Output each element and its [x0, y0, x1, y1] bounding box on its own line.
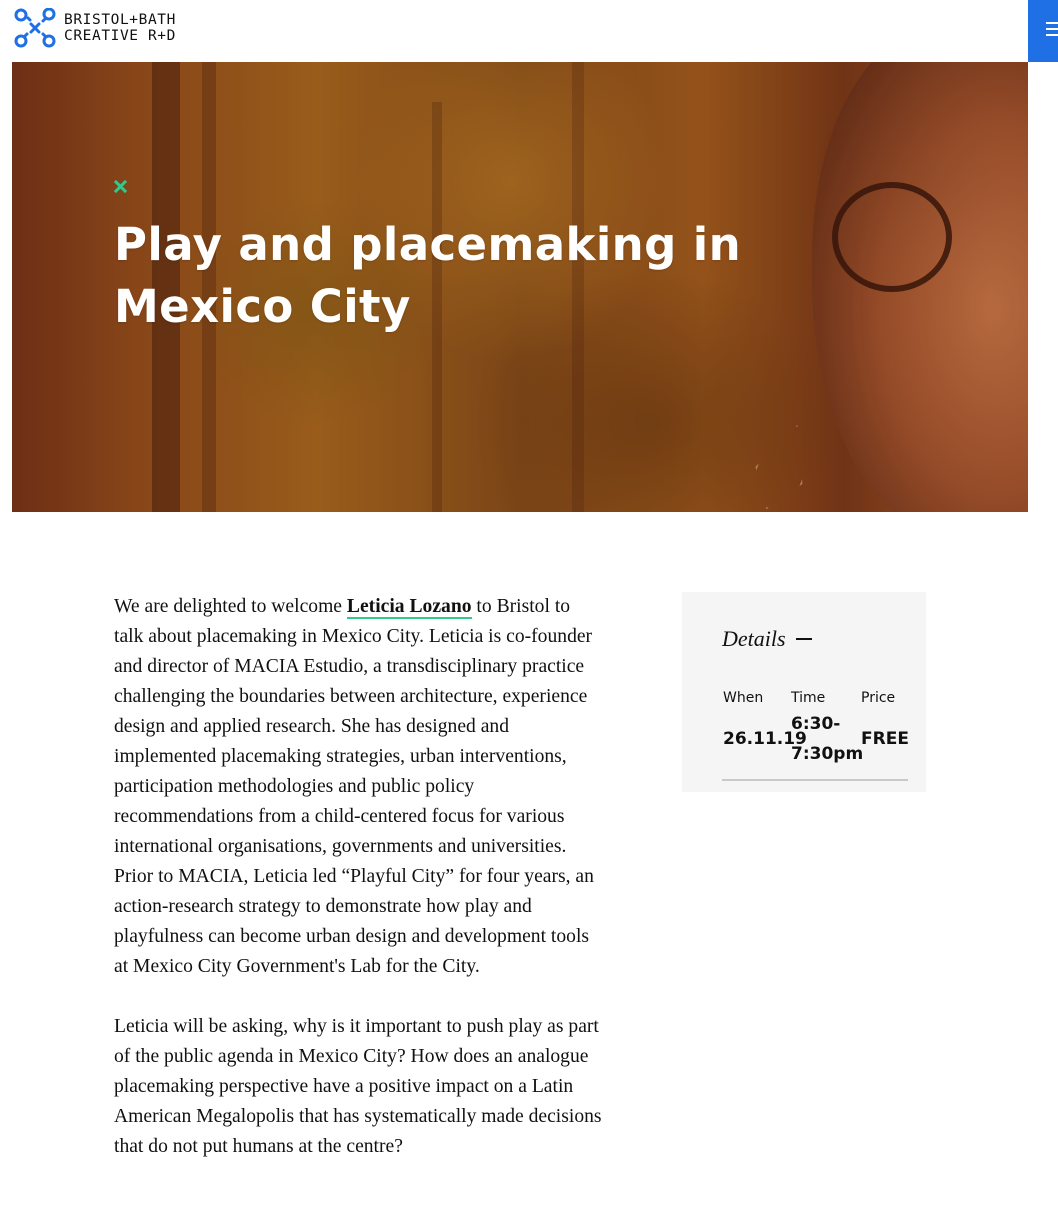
when-label: When [723, 690, 764, 706]
menu-button[interactable] [1028, 0, 1058, 62]
site-logo[interactable] [14, 8, 176, 48]
article-paragraph-1 [114, 592, 604, 982]
hero-banner [12, 62, 1028, 512]
time-value-end: 7:30pm [791, 744, 864, 764]
site-header [0, 0, 1058, 62]
logo-line-1: BRISTOL+BATH [64, 12, 176, 28]
dash-icon [796, 638, 812, 640]
details-when [723, 690, 763, 706]
paragraph-text: to Bristol to talk about placemaking in Mexico City. Leticia is co-founder and director of MACIA Estudio, a transdisciplinary practice challenging the boundaries between architecture, experience design and applied research. She has designed and implemented placemaking strategies, urban interventions, participation methodologies and public policy recommendations from a child-centered focus for various international organisations, governments and universities. Prior to MACIA, Leticia led “Playful City” for four years, an action-research strategy to demonstrate how play and playfulness can become urban design and development tools at Mexico City Government's Lab for the City. [114, 596, 594, 977]
page-title: Play and placemaking in Mexico City [114, 218, 742, 333]
details-price [861, 690, 895, 706]
time-label: Time [791, 690, 826, 706]
logo-line-2: CREATIVE R+D [64, 28, 176, 44]
details-title: Details [722, 626, 786, 651]
speaker-link[interactable]: Leticia Lozano [346, 596, 472, 617]
article-paragraph-2: Leticia will be asking, why is it important to push play as part of the public agenda in Mexico City? How does an analogue placemaking perspective have a positive impact on a Latin American Megalopolis that has systematically made decisions that do not put humans at the centre? [114, 1016, 602, 1157]
time-value [791, 709, 863, 769]
event-details-card [682, 592, 926, 792]
details-time [791, 690, 825, 706]
when-value: 26.11.19 [723, 729, 807, 749]
green-x-icon [114, 180, 127, 193]
logo-mark-icon [14, 8, 56, 48]
price-value: FREE [861, 729, 909, 749]
price-label: Price [861, 690, 896, 706]
logo-wordmark [64, 12, 176, 44]
article-body [114, 592, 604, 1192]
details-divider [722, 779, 908, 781]
paragraph-text: We are delighted to welcome [114, 596, 347, 617]
time-value-start: 6:30- [791, 714, 841, 734]
details-heading [722, 626, 812, 652]
